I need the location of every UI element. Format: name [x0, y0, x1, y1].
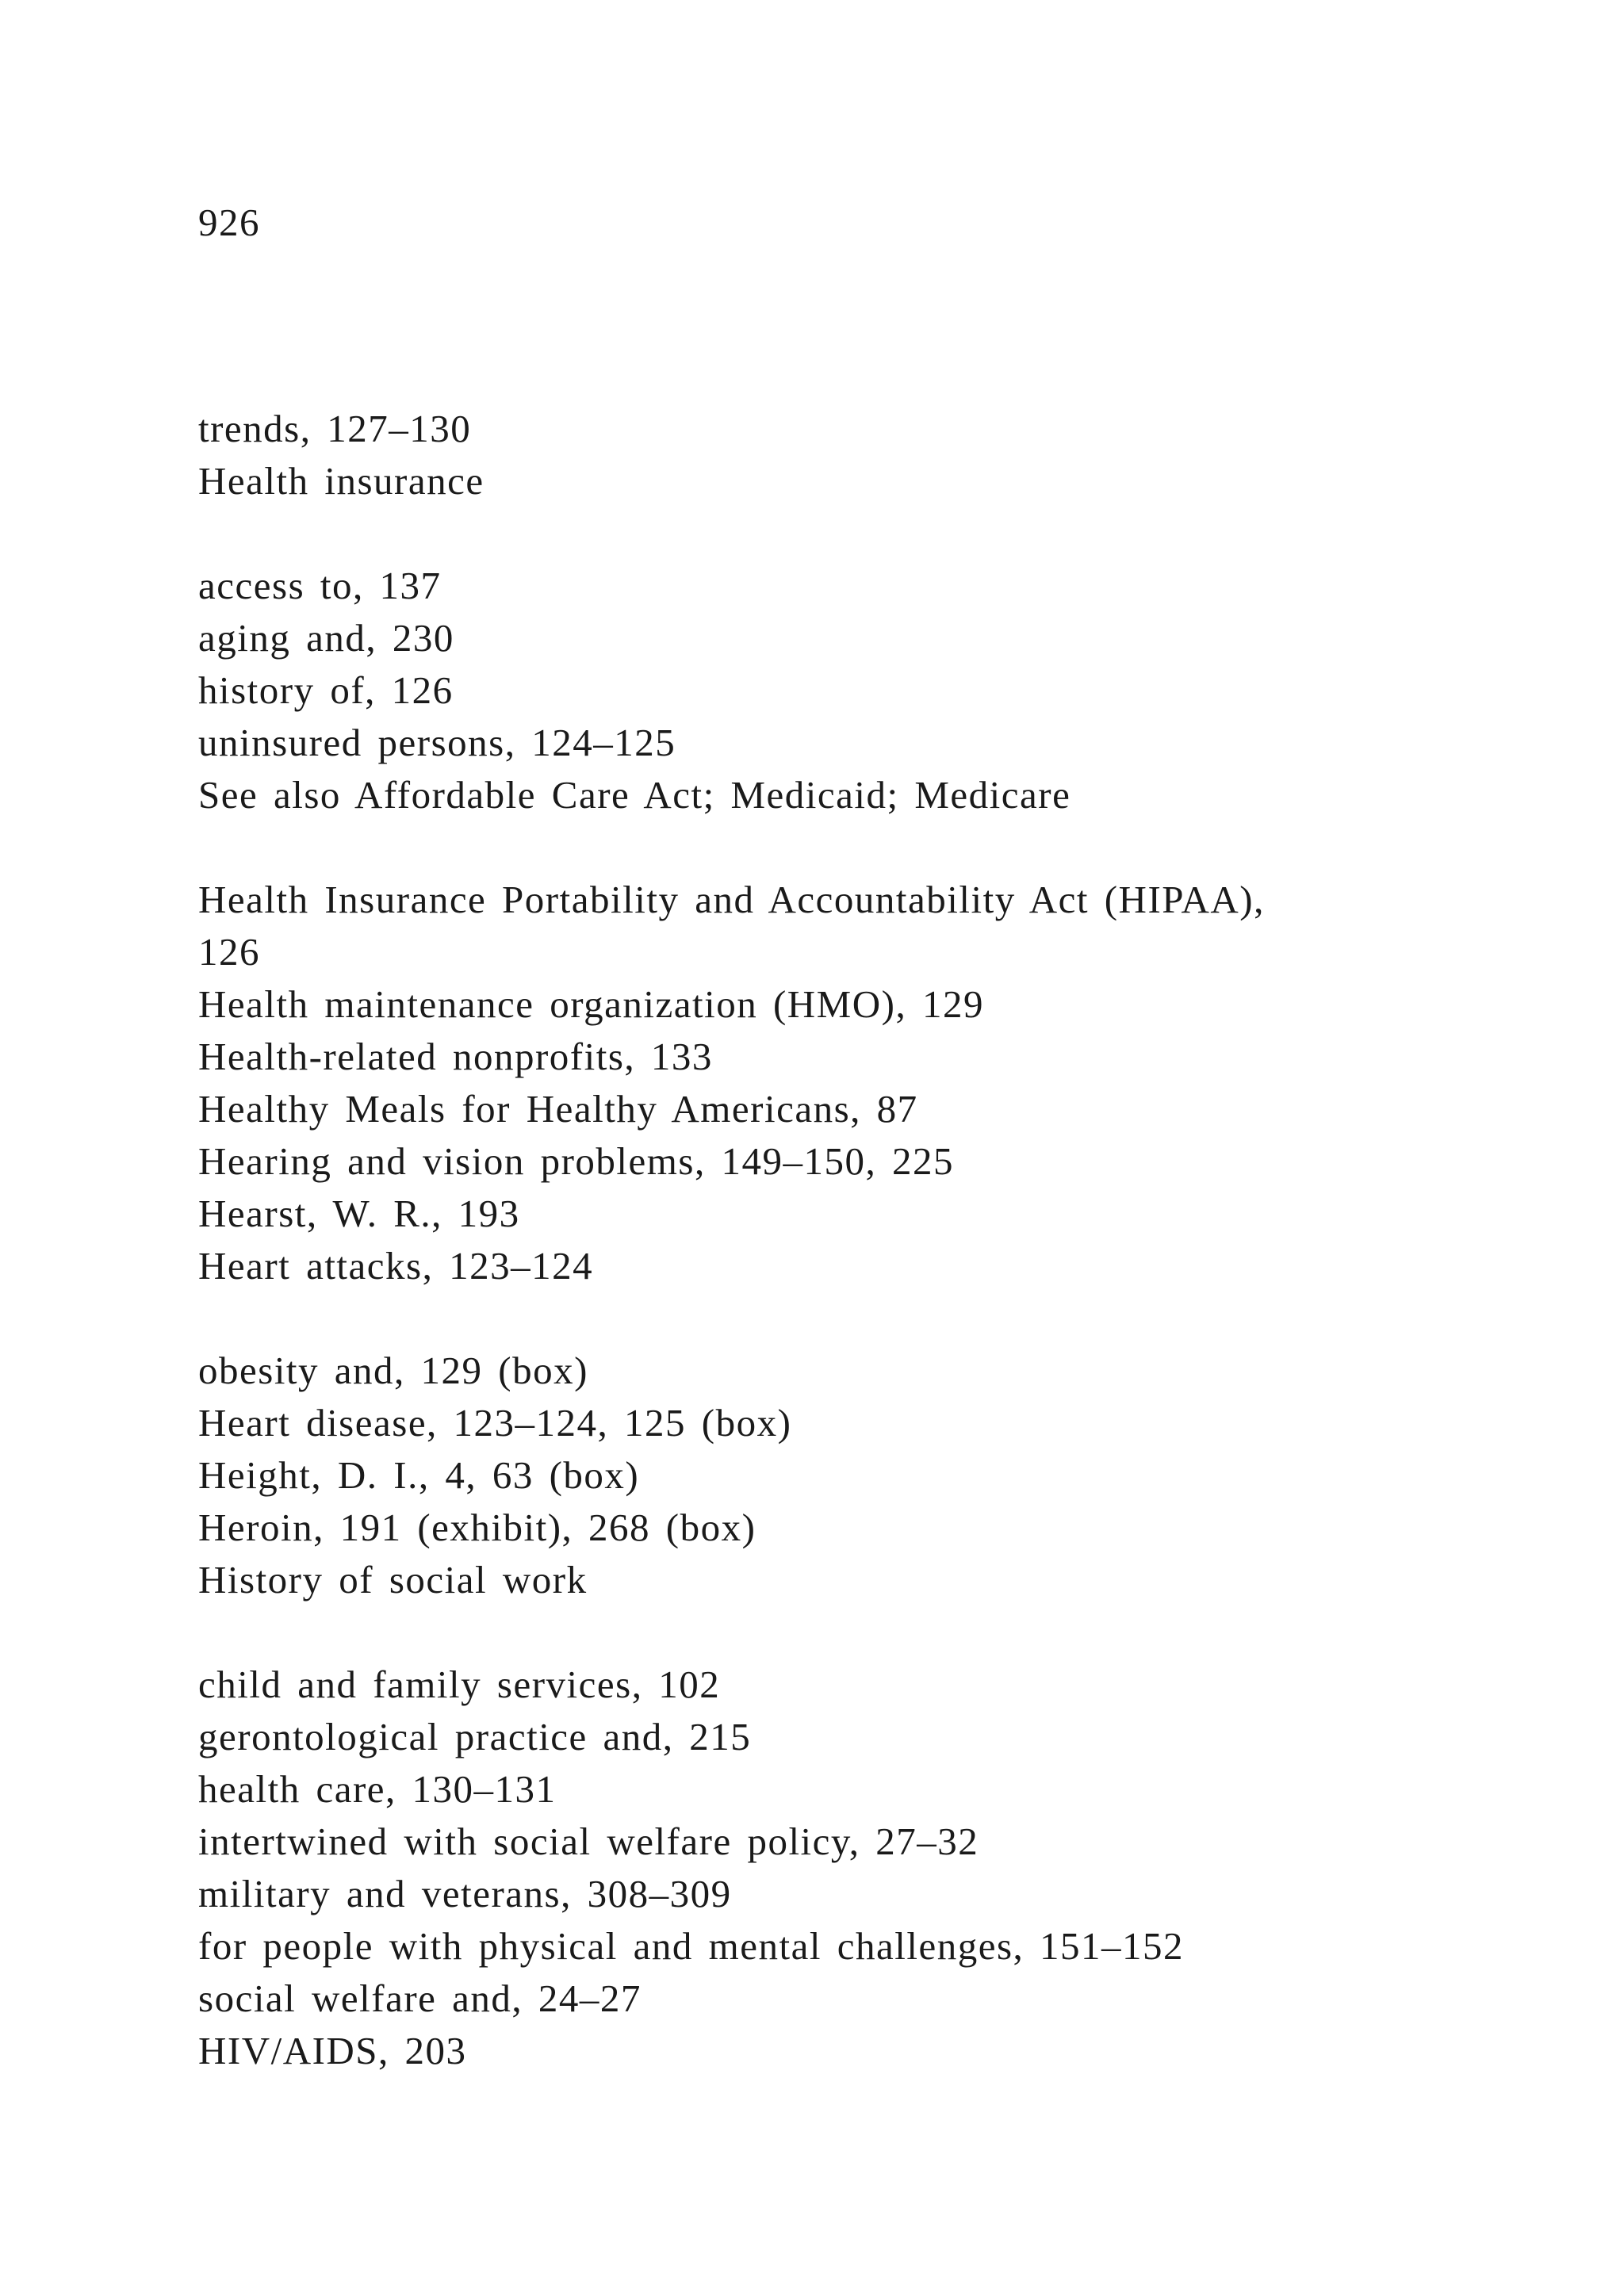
index-subentry: intertwined with social welfare policy, 27–32 [198, 1820, 979, 1863]
index-group [198, 560, 1435, 821]
index-entry: Hearst, W. R., 193 [198, 1192, 520, 1235]
index-subentry: for people with physical and mental challenges, 151–152 [198, 1924, 1185, 1968]
index-group [198, 874, 1435, 1292]
index-subentry: child and family services, 102 [198, 1663, 721, 1706]
index-entry-continuation: 126 [198, 930, 260, 974]
index-group [198, 403, 1435, 507]
index-heading: History of social work [198, 1558, 588, 1601]
index-group [198, 1345, 1435, 1606]
index-entry: Health maintenance organization (HMO), 129 [198, 982, 984, 1026]
index-cross-reference: See also Affordable Care Act; Medicaid; Medicare [198, 773, 1071, 817]
page-number: 926 [198, 201, 260, 244]
index-entry: Hearing and vision problems, 149–150, 225 [198, 1139, 954, 1183]
index-entry: Height, D. I., 4, 63 (box) [198, 1453, 640, 1497]
index-subentry: military and veterans, 308–309 [198, 1872, 732, 1915]
index-heading: Health insurance [198, 459, 485, 503]
index-subentry: uninsured persons, 124–125 [198, 721, 676, 764]
index-entry: trends, 127–130 [198, 407, 472, 450]
index-subentry: social welfare and, 24–27 [198, 1976, 642, 2020]
index-subentry: health care, 130–131 [198, 1767, 557, 1811]
index-entry: Heroin, 191 (exhibit), 268 (box) [198, 1506, 756, 1549]
index-heading: Heart attacks, 123–124 [198, 1244, 594, 1288]
index-entry: Healthy Meals for Healthy Americans, 87 [198, 1087, 918, 1131]
index-entry: Health-related nonprofits, 133 [198, 1035, 713, 1078]
index-list [198, 403, 1435, 2077]
index-group [198, 1659, 1435, 2077]
index-subentry: access to, 137 [198, 564, 442, 607]
index-subentry: history of, 126 [198, 668, 454, 712]
index-entry: HIV/AIDS, 203 [198, 2029, 467, 2072]
index-subentry: aging and, 230 [198, 616, 454, 660]
index-subentry: obesity and, 129 (box) [198, 1349, 588, 1392]
index-entry: Health Insurance Portability and Accountability Act (HIPAA), [198, 878, 1265, 921]
index-subentry: gerontological practice and, 215 [198, 1715, 752, 1758]
index-entry: Heart disease, 123–124, 125 (box) [198, 1401, 792, 1445]
